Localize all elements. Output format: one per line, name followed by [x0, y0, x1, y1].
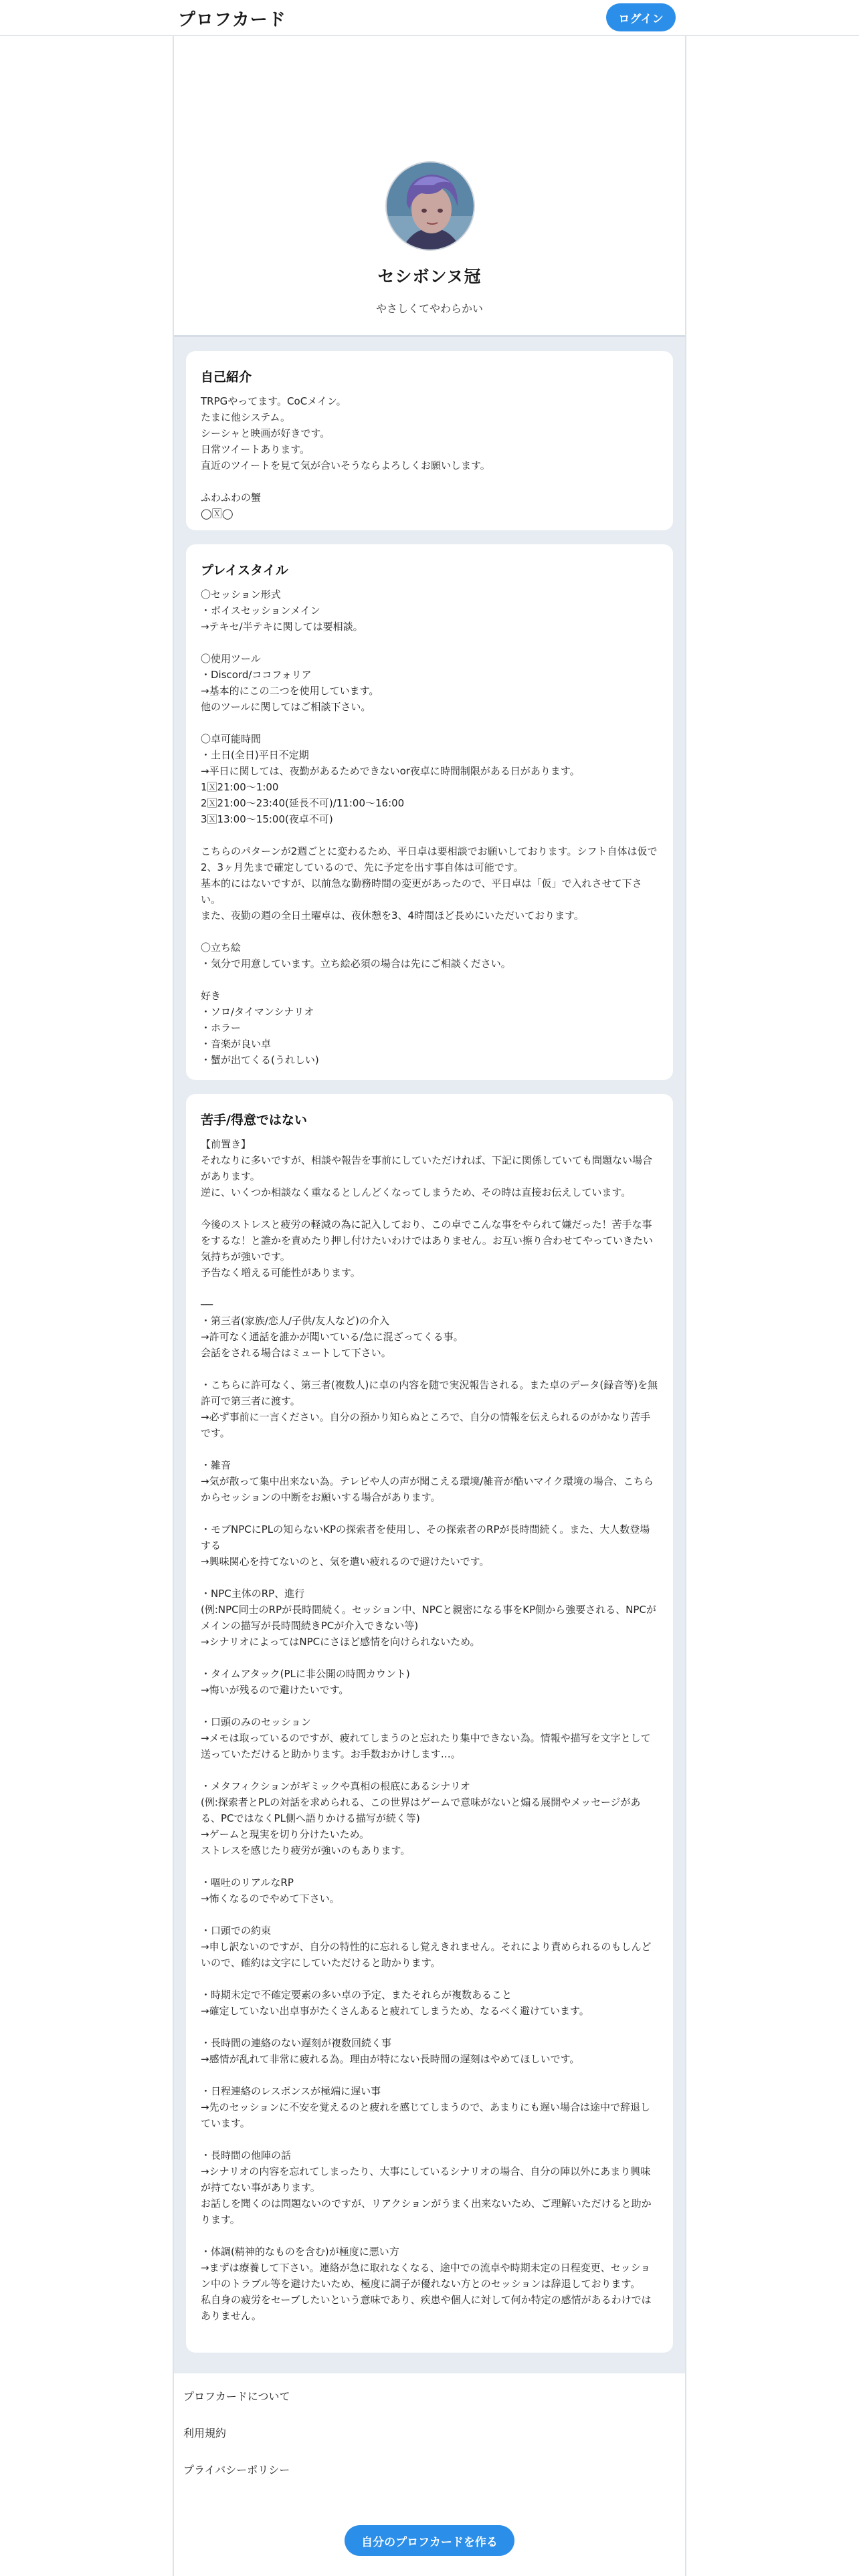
footer-link-privacy[interactable]: プライバシーポリシー — [183, 2464, 290, 2476]
footer-link-terms[interactable]: 利用規約 — [183, 2427, 227, 2440]
site-title[interactable]: プロフカード — [178, 10, 286, 30]
card-body: 〇セッション形式 ・ボイスセッションメイン →テキセ/半テキに関しては要相談。 〇使用ツール ・Discord/ココフォリア →基本的にこの二つを使用しています。 他のツールに関してはご相談下さい。 〇卓可能時間 ・土日(全日)平日不定期 →平日に関しては、夜勤があるためできないor夜卓に時間制限がある日があります。 1🅇21:00〜1:00 2🅇21:00〜23:40(延長不可)/11:00〜16:00 3🅇13:00〜15:00(夜卓不可) こちらのパターンが2週ごとに変わるため、平日卓は要相談でお願いしております。シフト自体は仮で2、3ヶ月先まで確定しているので、先に予定を出す事自体は可能です。 基本的にはないですが、以前急な勤務時間の変更があったので、平日卓は「仮」で入れさせて下さい。 また、夜勤の週の全日土曜卓は、夜休憩を3、4時間ほど長めにいただいております。 〇立ち絵 ・気分で用意しています。立ち絵必須の場合は先にご相談ください。 󠄀好き󠄀 ・ソロ/タイマンシナリオ ・ホラー ・音楽が良い卓 ・蟹が出てくる(うれしい) — [201, 588, 658, 1066]
card-title: 自己紹介 — [201, 370, 252, 385]
avatar — [385, 161, 475, 251]
profile-header — [174, 36, 685, 337]
card-title: プレイスタイル — [201, 563, 288, 578]
card-title: 苦手/得意ではない — [201, 1113, 307, 1128]
footer-links — [174, 2373, 685, 2484]
profile-column — [173, 36, 686, 2576]
footer-link-about[interactable]: プロフカードについて — [183, 2390, 290, 2403]
card-dislikes — [186, 1094, 673, 2353]
card-self-introduction — [186, 351, 673, 530]
display-name: セシボンヌ冠󠄀 — [377, 267, 482, 286]
login-button[interactable]: ログイン — [606, 3, 676, 31]
card-play-style — [186, 544, 673, 1080]
make-profile-card-button[interactable]: 自分のプロフカードを作る — [345, 2525, 514, 2556]
profile-bio: やさしくてやわらかい󠄀 — [375, 302, 483, 315]
card-body: TRPGやってます。CoCメイン。 たまに他システム。 シーシャと映画が好きです。 日常ツイートあります。 直近のツイートを見て気が合いそうならよろしくお願いします。 ふわふわの蟹 ◯🅇◯ — [201, 395, 490, 520]
avatar-illustration — [387, 163, 475, 251]
card-body: 【前置き】 それなりに多いですが、相談や報告を事前にしていただければ、下記に関係していても問題ない場合があります。 逆に、いくつか相談なく重なるとしんどくなってしまうため、その時は直接お伝えしています。 今後のストレスと疲労の軽減の為に記入しており、この卓でこんな事をやられて嫌だった！苦手な事をするな！と誰かを責めたり押し付けたいわけではありません。お互い擦り合わせてやっていきたい気持ちが強いです。 予告なく増える可能性があります。 ── ・第三者(家族/恋人/子供/友人など)の介入 →許可なく通話を誰かが聞いている/急に混ざってくる事。 会話をされる場合はミュートして下さい。 ・こちらに許可なく、第三者(複数人)に卓の内容を随で実況報告される。また卓のデータ(録音等)を無許可で第三者に渡す。 →必ず事前に一言ください。自分の預かり知らぬところで、自分の情報を伝えられるのがかなり苦手です。 ・雑音 →気が散って集中出来ない為。テレビや人の声が聞こえる環境/雑音が酷いマイク環境の場合、こちらからセッションの中断をお願いする場合があります。 ・モブNPCにPLの知らないKPの探索者を使用し、その探索者のRPが長時間続く。また、大人数登場する →興味関心を持てないのと、気を遣い疲れるので避けたいです。 ・NPC主体のRP、進行 (例:NPC同士のRPが長時間続く。セッション中、NPCと親密になる事をKP側から強要される、NPCがメインの描写が長時間続きPCが介入できない等) →シナリオによってはNPCにさほど感情を向けられないため。 ・タイムアタック(PLに非公開の時間カウント) →悔いが残るので避けたいです。 ・口頭のみのセッション →メモは取っているのですが、疲れてしまうのと忘れたり集中できない為。情報や描写を文字として送っていただけると助かります。お手数おかけします…。 ・メタフィクションがギミックや真相の根底にあるシナリオ (例:探索者とPLの対話を求められる、この世界はゲームで意味がないと煽る展開やメッセージがある、PCではなくPL側へ語りかける描写が続く等) →ゲームと現実を切り分けたいため。 ストレスを感じたり疲労が強いのもあります。 ・嘔吐のリアルなRP →怖くなるのでやめて下さい。 ・口頭での約束 →申し訳ないのですが、自分の特性的に忘れるし覚えきれません。それにより責められるのもしんどいので、確約は文字にしていただけると助かります。 ・時期未定で不確定要素の多い卓の予定、またそれらが複数あること →確定していない出卓事がたくさんあると疲れてしまうため、なるべく避けています。 ・長時間の連絡のない遅刻が複数回続く事 →感情が乱れて非常に疲れる為。理由が特にない長時間の遅刻はやめてほしいです。 ・日程連絡のレスポンスが極端に遅い事 →先のセッションに不安を覚えるのと疲れを感じてしまうので、あまりにも遅い場合は途中で辞退しています。 ・長時間の他陣の話 →シナリオの内容を忘れてしまったり、大事にしているシナリオの場合、自分の陣以外にあまり興味が持てない事があります。 お話しを聞くのは問題ないのですが、リアクションがうまく出来ないため、ご理解いただけると助かります。 ・体調(精神的なものを含む)が極度に悪い方 →まずは療養して下さい。連絡が急に取れなくなる、途中での流卓や時期未定の日程変更、セッション中のトラブル等を避けたいため、極度に調子が優れない方とのセッションは辞退しております。 私自身の疲労をセーブしたいという意味であり、疾患や個人に対して何か特定の感情があるわけではありません。 — [201, 1138, 658, 2322]
top-bar — [0, 0, 859, 36]
